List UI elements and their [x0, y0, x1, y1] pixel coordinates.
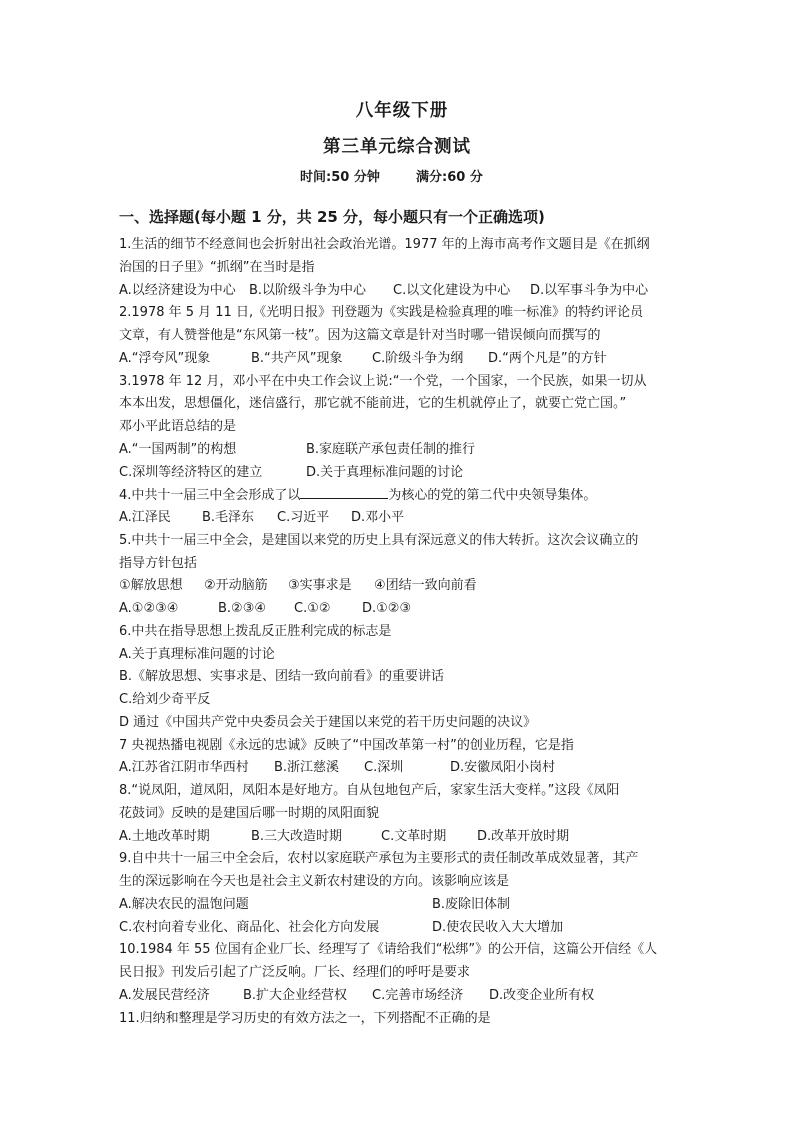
- q3-option-a: A.“一国两制”的构想: [119, 441, 237, 457]
- q9-stem-line2: 生的深远影响在今天也是社会主义新农村建设的方向。该影响应该是: [119, 874, 510, 889]
- q4-option-c: C.习近平: [277, 510, 330, 525]
- q6-stem: 6.中共在指导思想上拨乱反正胜利完成的标志是: [119, 623, 392, 639]
- q10-options: [119, 985, 681, 1008]
- time-limit: 时间:50 分钟: [300, 170, 380, 185]
- q5-item-4: ④团结一致向前看: [374, 578, 477, 594]
- q4-option-b: B.毛泽东: [202, 510, 255, 525]
- q8-stem-line1: 8.“说凤阳，道凤阳，凤阳本是好地方。自从包地包产后，家家生活大变样。”这段《凤阳: [119, 783, 620, 798]
- q9-option-c: C.农村向着专业化、商品化、社会化方向发展: [119, 919, 380, 935]
- q7-option-a: A.江苏省江阴市华西村: [119, 760, 249, 776]
- q10-stem-line1: 10.1984 年 55 位国有企业厂长、经理写了《请给我们“松绑”》的公开信，这篇公开信经《人: [119, 942, 658, 958]
- q6-option-b: B.《解放思想、实事求是、团结一致向前看》的重要讲话: [119, 669, 445, 685]
- q5-stem-line2: 指导方针包括: [119, 555, 198, 571]
- q5-options: [119, 598, 681, 621]
- q5-item-2: ②开动脑筋: [204, 578, 268, 594]
- q2-stem-line2: 文章，有人赞誉他是“东风第一枝”。因为这篇文章是针对当时哪一错误倾向而撰写的: [119, 328, 601, 343]
- q1-option-a: A.以经济建设为中心: [119, 282, 236, 298]
- q2-options: [119, 348, 681, 371]
- q9-options-row1: [119, 894, 681, 917]
- q8-stem-line2: 花鼓词》反映的是建国后哪一时期的凤阳面貌: [119, 805, 380, 821]
- q8-option-c: C.文革时期: [381, 828, 447, 844]
- q8-option-b: B.三大改造时期: [251, 828, 343, 844]
- q2-option-a: A.“浮夸风”现象: [119, 350, 211, 366]
- q11-stem: 11.归纳和整理是学习历史的有效方法之一，下列搭配不正确的是: [119, 1010, 491, 1026]
- q10-stem-line2: 民日报》刊发后引起了广泛反响。厂长、经理们的呼吁是要求: [119, 965, 471, 980]
- q6-option-a: A.关于真理标准问题的讨论: [119, 646, 275, 662]
- q2-option-c: C.阶级斗争为纲: [372, 350, 464, 366]
- q3-option-b: B.家庭联产承包责任制的推行: [306, 441, 476, 457]
- q5-item-1: ①解放思想: [119, 578, 183, 594]
- q2-option-d: D.“两个凡是”的方针: [488, 350, 607, 366]
- exam-meta: [300, 166, 483, 185]
- q4-option-d: D.邓小平: [351, 510, 405, 525]
- q1-option-d: D.以军事斗争为中心: [530, 282, 649, 298]
- q4-stem-after: 为核心的党的第二代中央领导集体。: [388, 488, 597, 504]
- q5-option-b: B.②③④: [218, 601, 267, 616]
- q3-stem-line3: 邓小平此语总结的是: [119, 419, 237, 434]
- section-heading: 一、选择题(每小题 1 分，共 25 分，每小题只有一个正确选项): [119, 208, 545, 226]
- q7-options: [119, 757, 681, 780]
- q5-stem-line1: 5.中共十一届三中全会，是建国以来党的历史上具有深远意义的伟大转折。这次会议确立的: [119, 532, 639, 548]
- q3-options-row2: [119, 462, 681, 485]
- q4-option-a: A.江泽民: [119, 510, 171, 525]
- q5-option-a: A.①②③④: [119, 601, 179, 616]
- q7-option-b: B.浙江慈溪: [274, 760, 340, 776]
- q10-option-b: B.扩大企业经营权: [243, 987, 348, 1003]
- q5-item-3: ③实事求是: [288, 578, 352, 594]
- q8-option-a: A.土地改革时期: [119, 828, 210, 844]
- q6-option-d: D 通过《中国共产党中央委员会关于建国以来党的若干历史问题的决议》: [119, 714, 537, 730]
- q4-options: [119, 507, 681, 530]
- q3-option-d: D.关于真理标准问题的讨论: [306, 464, 464, 480]
- q10-option-a: A.发展民营经济: [119, 987, 210, 1003]
- q3-options-row1: [119, 439, 681, 462]
- q3-stem-line1: 3.1978 年 12 月，邓小平在中央工作会议上说:“一个党，一个国家，一个民族，如果一切从: [119, 373, 647, 389]
- q9-option-a: A.解决农民的温饱问题: [119, 896, 249, 912]
- q9-option-d: D.使农民收入大大增加: [432, 919, 564, 935]
- q1-options: [119, 280, 681, 303]
- q10-option-d: D.改变企业所有权: [489, 987, 595, 1003]
- q9-options-row2: [119, 917, 681, 940]
- q1-stem-line2: 治国的日子里》“抓纲”在当时是指: [119, 259, 315, 275]
- q4-stem: [119, 484, 681, 507]
- q10-option-c: C.完善市场经济: [372, 987, 464, 1003]
- q1-option-b: B.以阶级斗争为中心: [249, 282, 367, 298]
- q3-stem-line2: 本本出发，思想僵化，迷信盛行，那它就不能前进，它的生机就停止了，就要亡党亡国。”: [119, 396, 627, 412]
- exam-content: [119, 205, 681, 1030]
- q6-option-c: C.给刘少奇平反: [119, 692, 211, 707]
- q5-items: [119, 575, 681, 598]
- q7-option-c: C.深圳: [364, 760, 404, 776]
- grade-title: 八年级下册: [355, 101, 449, 121]
- q2-stem-line1: 2.1978 年 5 月 11 日,《光明日报》刊登题为《实践是检验真理的唯一标准》的特约评论员: [119, 305, 644, 321]
- q9-stem-line1: 9.自中共十一届三中全会后，农村以家庭联产承包为主要形式的责任制改革成效显著，其产: [119, 851, 639, 867]
- q3-option-c: C.深圳等经济特区的建立: [119, 464, 263, 480]
- q8-option-d: D.改革开放时期: [477, 828, 570, 844]
- q4-answer-blank: [300, 484, 388, 499]
- q9-option-b: B.废除旧体制: [432, 896, 511, 912]
- q8-options: [119, 826, 681, 849]
- q7-stem: 7 央视热播电视剧《永远的忠诚》反映了“中国改革第一村”的创业历程，它是指: [119, 737, 574, 753]
- q4-stem-before: 4.中共十一届三中全会形成了以: [119, 488, 301, 504]
- q1-stem-line1: 1.生活的细节不经意间也会折射出社会政治光谱。1977 年的上海市高考作文题目是《在抓纲: [119, 237, 650, 252]
- full-score: 满分:60 分: [416, 170, 483, 185]
- q7-option-d: D.安徽凤阳小岗村: [450, 760, 556, 776]
- q2-option-b: B.“共产风”现象: [251, 350, 343, 366]
- q5-option-c: C.①②: [294, 601, 331, 616]
- q5-option-d: D.①②③: [362, 601, 412, 616]
- unit-test-title: 第三单元综合测试: [323, 137, 471, 157]
- q1-option-c: C.以文化建设为中心: [393, 282, 511, 298]
